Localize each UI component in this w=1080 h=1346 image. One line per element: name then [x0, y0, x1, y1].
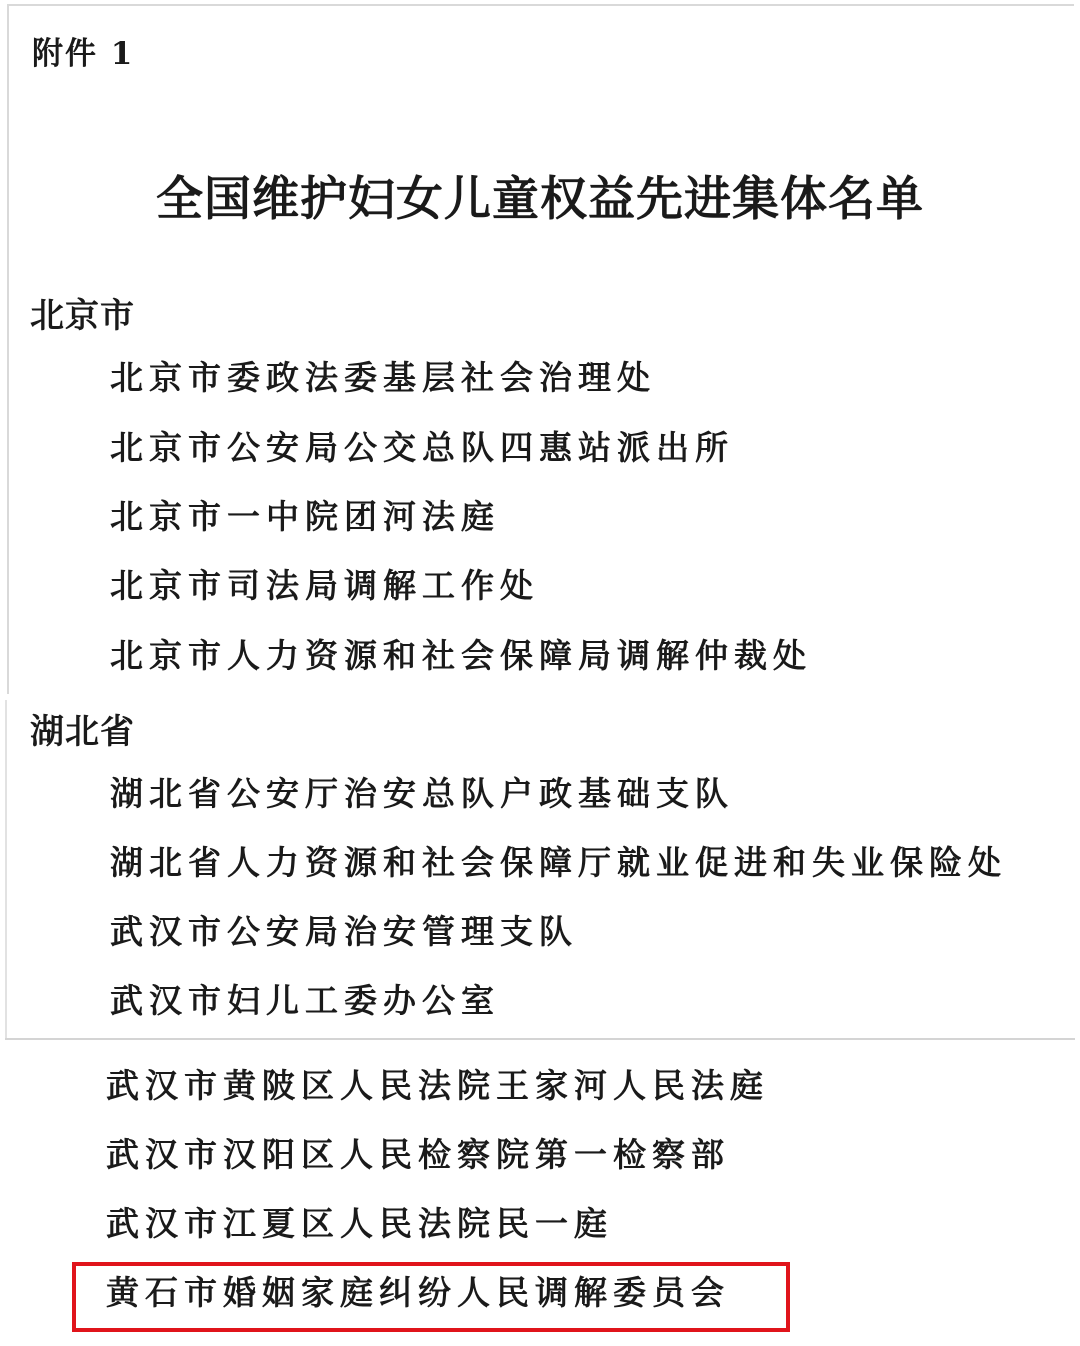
red-highlight-box	[72, 1262, 790, 1332]
document-title: 全国维护妇女儿童权益先进集体名单	[156, 172, 924, 227]
page-frame-top-border	[8, 4, 1074, 6]
list-item: 北京市公安局公交总队四惠站派出所	[110, 428, 734, 467]
highlighted-list-item: 黄石市婚姻家庭纠纷人民调解委员会	[106, 1273, 730, 1312]
list-item: 武汉市汉阳区人民检察院第一检察部	[106, 1135, 730, 1174]
list-item: 湖北省公安厅治安总队户政基础支队	[110, 774, 734, 813]
list-item: 湖北省人力资源和社会保障厅就业促进和失业保险处	[110, 843, 1007, 882]
attachment-label: 附件 1	[32, 36, 135, 72]
list-item: 北京市一中院团河法庭	[110, 497, 500, 536]
page-frame-left-border-lower	[5, 700, 7, 1038]
list-item: 武汉市公安局治安管理支队	[110, 912, 578, 951]
list-item: 北京市委政法委基层社会治理处	[110, 358, 656, 397]
list-item: 北京市人力资源和社会保障局调解仲裁处	[110, 636, 812, 675]
section-heading-hubei: 湖北省	[30, 712, 135, 752]
page-break-line	[5, 1038, 1075, 1040]
list-item: 北京市司法局调解工作处	[110, 566, 539, 605]
section-heading-beijing: 北京市	[30, 296, 135, 336]
list-item: 武汉市江夏区人民法院民一庭	[106, 1204, 613, 1243]
list-item: 武汉市妇儿工委办公室	[110, 981, 500, 1020]
page-frame-left-border	[7, 4, 9, 694]
list-item: 武汉市黄陂区人民法院王家河人民法庭	[106, 1066, 769, 1105]
